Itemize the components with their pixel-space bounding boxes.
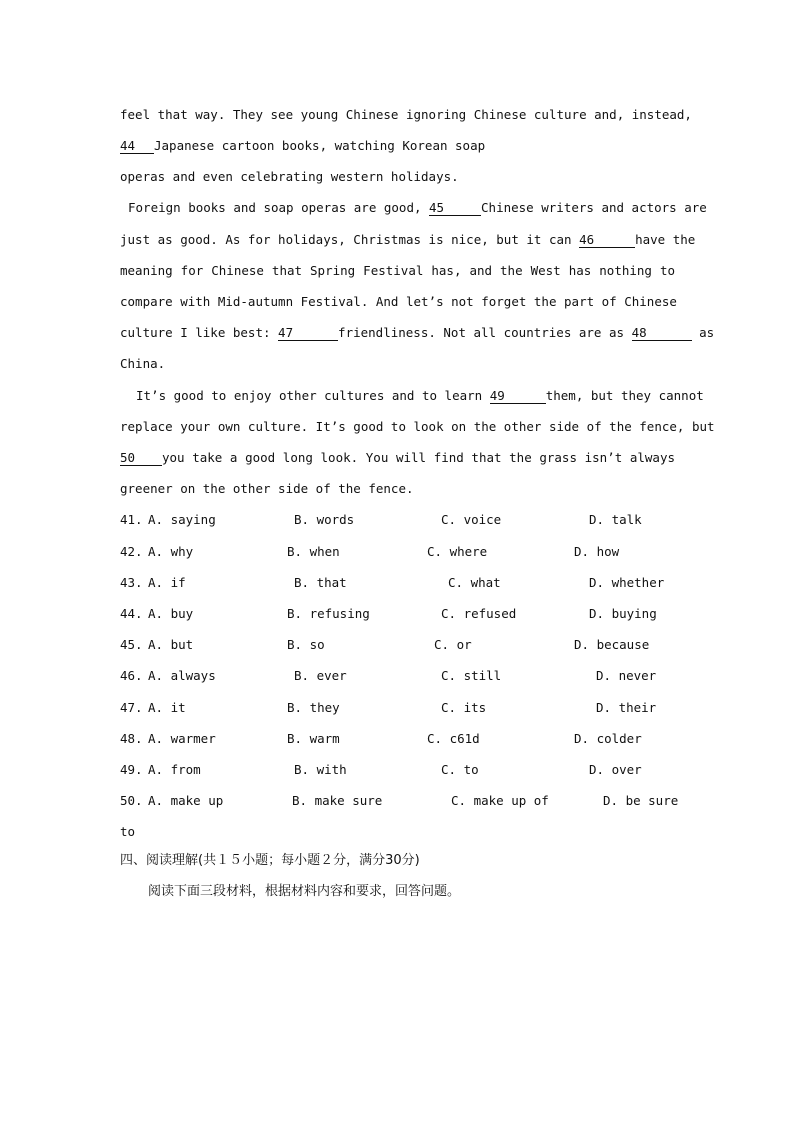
option-d: D. never bbox=[596, 668, 657, 683]
option-b: B. that bbox=[294, 575, 347, 590]
option-d: D. colder bbox=[574, 731, 642, 746]
blank-46: 46 bbox=[579, 233, 635, 248]
option-c: C. refused bbox=[441, 606, 517, 621]
question-number: 46. bbox=[120, 668, 143, 683]
section-heading: 四、阅读理解(共１５小题；每小题２分，满分30分) bbox=[120, 853, 420, 868]
passage-line-9: China. bbox=[120, 356, 166, 371]
passage-text: you take a good long look. You will find that the grass isn’t always bbox=[162, 450, 675, 465]
option-a: A. make up bbox=[148, 793, 224, 808]
passage-text: just as good. As for holidays, Christmas is nice, but it can bbox=[120, 232, 572, 247]
question-number: 49. bbox=[120, 762, 143, 777]
blank-44: 44 bbox=[120, 139, 154, 154]
question-number: 43. bbox=[120, 575, 143, 590]
passage-text: Japanese cartoon books, watching Korean soap bbox=[154, 138, 486, 153]
option-c: C. to bbox=[441, 762, 479, 777]
question-number: 41. bbox=[120, 512, 143, 527]
passage-line-1: feel that way. They see young Chinese ignoring Chinese culture and, instead, bbox=[120, 107, 692, 122]
passage-line-8 bbox=[120, 325, 715, 341]
option-d: D. over bbox=[589, 762, 642, 777]
option-a: A. always bbox=[148, 668, 216, 683]
option-c: C. or bbox=[434, 637, 472, 652]
option-a: A. it bbox=[148, 700, 186, 715]
option-a: A. why bbox=[148, 544, 194, 559]
option-d-wrap: to bbox=[120, 824, 136, 839]
option-b: B. ever bbox=[294, 668, 347, 683]
section-instruction: 阅读下面三段材料，根据材料内容和要求，回答问题。 bbox=[148, 884, 461, 899]
passage-line-13: greener on the other side of the fence. bbox=[120, 481, 414, 496]
question-number: 50. bbox=[120, 793, 143, 808]
option-c: C. make up of bbox=[451, 793, 549, 808]
passage-text: as bbox=[699, 325, 715, 340]
passage-text: friendliness. Not all countries are as bbox=[338, 325, 625, 340]
passage-line-7: compare with Mid-autumn Festival. And let’s not forget the part of Chinese bbox=[120, 294, 677, 309]
option-b: B. make sure bbox=[292, 793, 383, 808]
option-d: D. their bbox=[596, 700, 657, 715]
passage-line-3: operas and even celebrating western holidays. bbox=[120, 169, 459, 184]
passage-line-12 bbox=[120, 450, 675, 466]
option-c: C. still bbox=[441, 668, 502, 683]
option-b: B. with bbox=[294, 762, 347, 777]
option-d: D. buying bbox=[589, 606, 657, 621]
blank-45: 45 bbox=[429, 201, 481, 216]
option-b: B. refusing bbox=[287, 606, 370, 621]
option-c: C. where bbox=[427, 544, 488, 559]
option-d: D. how bbox=[574, 544, 620, 559]
option-d: D. talk bbox=[589, 512, 642, 527]
question-number: 44. bbox=[120, 606, 143, 621]
option-b: B. warm bbox=[287, 731, 340, 746]
question-number: 47. bbox=[120, 700, 143, 715]
passage-text: culture I like best: bbox=[120, 325, 271, 340]
passage-text: Chinese writers and actors are bbox=[481, 200, 707, 215]
option-c: C. what bbox=[448, 575, 501, 590]
option-b: B. when bbox=[287, 544, 340, 559]
blank-50: 50 bbox=[120, 451, 162, 466]
passage-text: have the bbox=[635, 232, 696, 247]
passage-text: Foreign books and soap operas are good, bbox=[128, 200, 422, 215]
passage-text: It’s good to enjoy other cultures and to learn bbox=[136, 388, 483, 403]
blank-48: 48 bbox=[632, 326, 692, 341]
option-d: D. be sure bbox=[603, 793, 679, 808]
option-a: A. warmer bbox=[148, 731, 216, 746]
passage-line-6: meaning for Chinese that Spring Festival has, and the West has nothing to bbox=[120, 263, 675, 278]
question-number: 45. bbox=[120, 637, 143, 652]
option-b: B. they bbox=[287, 700, 340, 715]
blank-49: 49 bbox=[490, 389, 546, 404]
option-a: A. buy bbox=[148, 606, 194, 621]
option-d: D. whether bbox=[589, 575, 665, 590]
passage-text: them, but they cannot bbox=[545, 388, 704, 403]
passage-line-2 bbox=[120, 138, 675, 154]
blank-47: 47 bbox=[278, 326, 338, 341]
option-a: A. but bbox=[148, 637, 194, 652]
option-c: C. c61d bbox=[427, 731, 480, 746]
option-a: A. saying bbox=[148, 512, 216, 527]
option-c: C. its bbox=[441, 700, 487, 715]
passage-line-10 bbox=[120, 388, 704, 404]
option-d: D. because bbox=[574, 637, 650, 652]
option-b: B. so bbox=[287, 637, 325, 652]
option-b: B. words bbox=[294, 512, 355, 527]
passage-line-11: replace your own culture. It’s good to look on the other side of the fence, but bbox=[120, 419, 715, 434]
passage-line-4 bbox=[120, 200, 707, 216]
option-a: A. from bbox=[148, 762, 201, 777]
option-a: A. if bbox=[148, 575, 186, 590]
passage-line-5 bbox=[120, 232, 696, 248]
question-number: 48. bbox=[120, 731, 143, 746]
question-number: 42. bbox=[120, 544, 143, 559]
option-c: C. voice bbox=[441, 512, 502, 527]
